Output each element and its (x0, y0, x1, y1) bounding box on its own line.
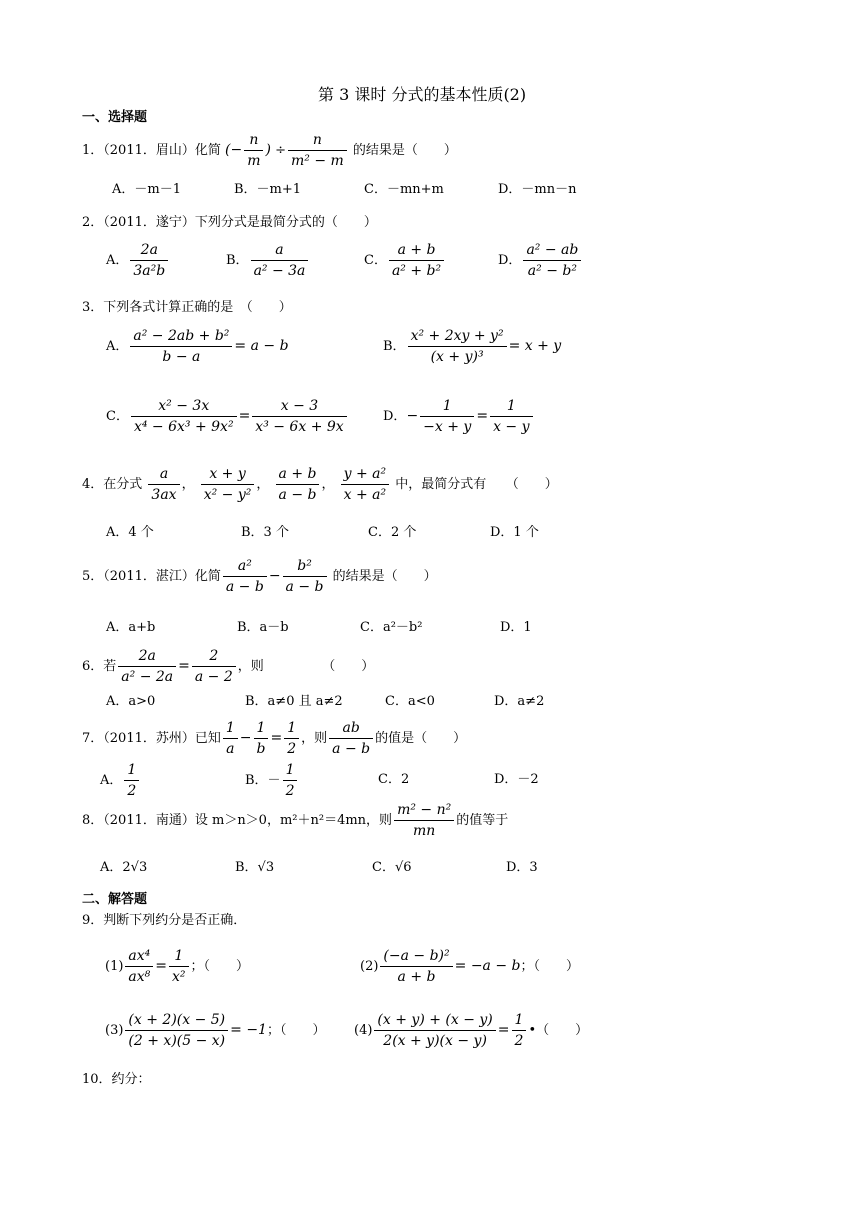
q1-tail: 的结果是（ ） (352, 143, 457, 158)
q1-option-a: A．－m－1 (112, 182, 181, 197)
q7-option-b: B．－ $\frac{1}{2}$ (245, 760, 299, 801)
q9-item-2: (2) $\frac{\text{(−a − b)²}}{a + b}$ = −a − b；（ ） (360, 948, 580, 985)
q9-item-4: (4) $\frac{(x + y) + (x - y)}{2(x + y)(x - y)}$ = $\frac{1}{2}$ •（ ） (354, 1012, 589, 1049)
q3-option-a: A． $\frac{\text{a² − 2ab + b²}}{b - a}$ = a − b (106, 328, 289, 365)
question-2: 2．（2011．遂宁）下列分式是最简分式的（ ） (82, 215, 377, 230)
q1-option-b: B．－m+1 (234, 182, 302, 197)
q7-option-c: C．2 (378, 772, 410, 787)
q9-item-3: (3) $\frac{(x + 2)(x - 5)}{(2 + x)(5 - x)}$ = −1；（ ） (105, 1012, 326, 1049)
question-4: 4．在分式 $\frac{a}{3ax}$ ， $\frac{x + y}{\text{x² − y²}}$ ， $\frac{a + b}{a - b}$ ， $\frac{\text{y + a²}}{\text{x + a²}}$ 中，最简分式有 （ ） (82, 466, 558, 503)
section-heading-answer: 二、解答题 (82, 892, 148, 907)
q8-option-d: D．3 (506, 860, 538, 875)
question-3: 3．下列各式计算正确的是 （ ） (82, 300, 292, 315)
q6-option-c: C．a<0 (385, 694, 435, 709)
question-10: 10．约分： (82, 1072, 151, 1087)
q8-option-a: A．2√3 (100, 860, 148, 875)
q3-option-c: C． $\frac{\text{x² − 3x}}{\text{x⁴ − 6x³ + 9x²}}$ = $\frac{x - 3}{\text{x³ − 6x + 9x}}$ (106, 396, 349, 437)
question-6: 6．若 $\frac{2a}{\text{a² − 2a}}$ = $\frac{2}{a - 2}$ ，则 （ ） (82, 648, 375, 685)
page-title: 第 3 课时 分式的基本性质(2) (318, 85, 527, 104)
q6-option-b: B．a≠0 且 a≠2 (245, 694, 343, 709)
question-8: 8．（2011．南通）设 m＞n＞0，m²＋n²＝4mn，则 $\frac{\text{m² − n²}}{mn}$ 的值等于 (82, 802, 509, 839)
q5-option-b: B．a－b (237, 620, 289, 635)
q2-option-a: A． $\frac{2a}{\text{3a²b}}$ (106, 240, 170, 281)
q5-option-d: D．1 (500, 620, 532, 635)
q9-item-1: (1) $\frac{\text{ax⁴}}{\text{ax⁸}}$ = $\frac{1}{\text{x²}}$ ；（ ） (105, 948, 250, 985)
q7-option-d: D．－2 (494, 772, 539, 787)
q6-option-d: D．a≠2 (494, 694, 545, 709)
question-9: 9．判断下列约分是否正确． (82, 913, 247, 928)
q2-option-b: B． $\frac{a}{\text{a² − 3a}}$ (226, 240, 310, 281)
q2-option-d: D． $\frac{\text{a² − ab}}{\text{a² − b²}}$ (498, 240, 583, 281)
q7-option-a: A． $\frac{1}{2}$ (100, 760, 141, 801)
section-heading-choice: 一、选择题 (82, 110, 148, 125)
q1-option-c: C．－mn+m (364, 182, 444, 197)
q8-option-b: B．√3 (235, 860, 275, 875)
q1-fraction-1: $\frac{n}{m}$ (244, 130, 263, 171)
q4-option-c: C．2 个 (368, 525, 417, 540)
q4-option-a: A．4 个 (106, 525, 154, 540)
question-1: 1．（2011．眉山）化简 (− $\frac{n}{m}$ ) ÷ $\frac{n}{\text{m² − m}}$ 的结果是（ ） (82, 132, 457, 169)
q4-option-b: B．3 个 (241, 525, 289, 540)
q3-option-b: B． $\frac{\text{x² + 2xy + y²}}{\text{(x + y)³}}$ = x + y (383, 328, 562, 365)
q1-option-d: D．－mn－n (498, 182, 577, 197)
q4-option-d: D．1 个 (490, 525, 539, 540)
q5-option-c: C．a²－b² (360, 620, 423, 635)
q5-option-a: A．a+b (106, 620, 156, 635)
q6-option-a: A．a>0 (106, 694, 156, 709)
q2-option-c: C． $\frac{a + b}{\text{a² + b²}}$ (364, 240, 446, 281)
q8-option-c: C．√6 (372, 860, 412, 875)
question-5: 5．（2011．湛江）化简 $\frac{\text{a²}}{a - b}$ − $\frac{\text{b²}}{a - b}$ 的结果是（ ） (82, 558, 437, 595)
question-7: 7．（2011．苏州）已知 $\frac{1}{a}$ − $\frac{1}{b}$ = $\frac{1}{2}$ ，则 $\frac{ab}{a - b}$ 的值是（ ） (82, 720, 467, 757)
q1-stem: 1．（2011．眉山）化简 (82, 143, 221, 158)
q1-fraction-2: $\frac{n}{\text{m² − m}}$ (288, 130, 347, 171)
q3-option-d: D．− $\frac{1}{-x + y}$ = $\frac{1}{x - y}$ (383, 396, 535, 437)
